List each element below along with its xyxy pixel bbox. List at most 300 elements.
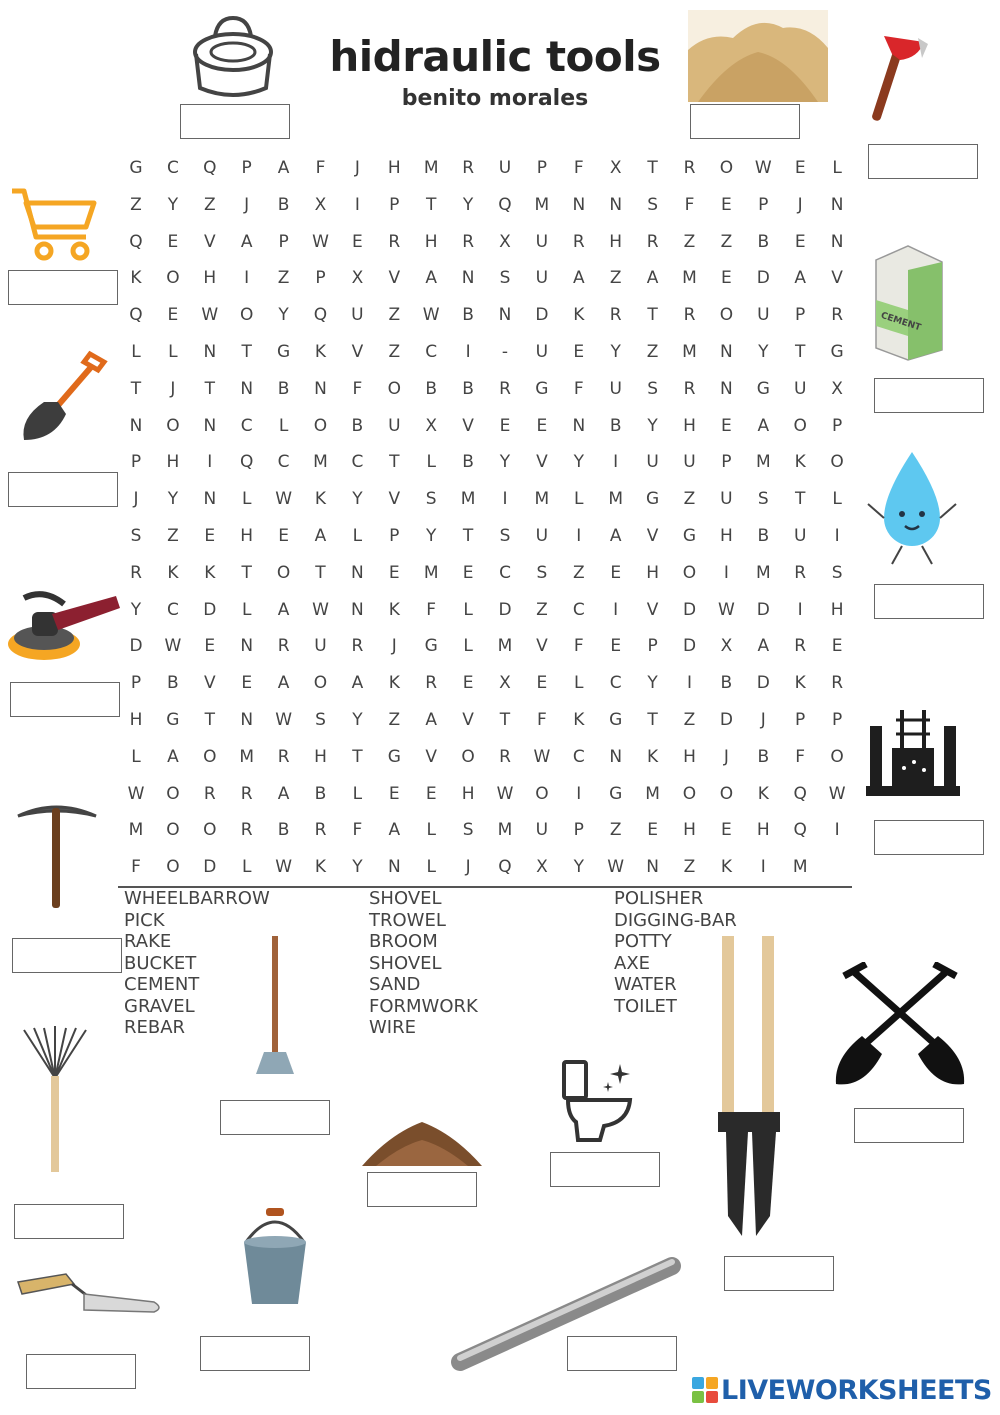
grid-letter[interactable]: N	[240, 636, 254, 657]
grid-letter[interactable]: E	[721, 194, 732, 215]
grid-letter[interactable]: E	[204, 526, 216, 546]
grid-letter[interactable]: P	[795, 710, 806, 730]
grid-letter[interactable]: T	[389, 452, 400, 473]
grid-letter[interactable]: H	[683, 820, 696, 841]
grid-letter[interactable]: M	[608, 489, 624, 510]
grid-letter[interactable]: Y	[573, 857, 584, 878]
grid-letter[interactable]: N	[830, 231, 844, 252]
grid-letter[interactable]: V	[646, 599, 659, 620]
grid-letter[interactable]: M	[239, 746, 255, 767]
grid-letter[interactable]: X	[831, 378, 843, 399]
grid-letter[interactable]: M	[755, 562, 771, 583]
grid-letter[interactable]: Q	[498, 857, 512, 878]
grid-letter[interactable]: D	[756, 599, 770, 620]
grid-letter[interactable]: U	[609, 378, 622, 399]
grid-letter[interactable]: P	[573, 820, 584, 841]
grid-letter[interactable]: B	[462, 378, 474, 399]
grid-letter[interactable]: H	[424, 231, 438, 252]
grid-letter[interactable]: I	[613, 599, 619, 620]
grid-letter[interactable]: M	[534, 194, 550, 215]
grid-letter[interactable]: P	[721, 452, 732, 473]
grid-letter[interactable]: T	[315, 562, 326, 583]
grid-letter[interactable]: J	[354, 158, 360, 178]
grid-letter[interactable]: J	[723, 746, 729, 767]
grid-letter[interactable]: X	[425, 415, 438, 436]
answer-input-toilet[interactable]	[550, 1152, 660, 1187]
grid-letter[interactable]: V	[536, 452, 548, 473]
grid-letter[interactable]: X	[314, 194, 327, 215]
grid-letter[interactable]: L	[832, 489, 842, 510]
grid-letter[interactable]: Y	[499, 452, 511, 473]
grid-letter[interactable]: M	[460, 489, 476, 510]
grid-letter[interactable]: S	[647, 378, 658, 399]
grid-letter[interactable]: U	[498, 158, 512, 178]
grid-letter[interactable]: Q	[793, 820, 807, 841]
grid-letter[interactable]: Y	[610, 342, 621, 362]
grid-letter[interactable]: A	[240, 231, 253, 252]
grid-letter[interactable]: G	[129, 158, 143, 178]
grid-letter[interactable]: F	[131, 857, 141, 878]
answer-input-shovels[interactable]	[854, 1108, 964, 1143]
grid-letter[interactable]: L	[131, 342, 141, 362]
grid-letter[interactable]: H	[461, 783, 475, 804]
grid-letter[interactable]: L	[463, 599, 473, 620]
grid-letter[interactable]: S	[536, 562, 548, 583]
grid-letter[interactable]: N	[609, 746, 623, 767]
answer-input-formwork[interactable]	[874, 820, 984, 855]
grid-letter[interactable]: A	[425, 710, 437, 730]
answer-input-pick[interactable]	[12, 938, 122, 973]
grid-letter[interactable]: M	[313, 452, 328, 473]
grid-letter[interactable]: H	[719, 526, 733, 546]
grid-letter[interactable]: R	[425, 673, 438, 694]
grid-letter[interactable]: D	[719, 710, 733, 730]
grid-letter[interactable]: G	[682, 526, 697, 546]
grid-letter[interactable]: Z	[130, 194, 142, 215]
grid-letter[interactable]: A	[277, 783, 290, 804]
grid-letter[interactable]: E	[462, 562, 474, 583]
grid-letter[interactable]: G	[387, 746, 401, 767]
grid-letter[interactable]: E	[167, 231, 179, 252]
grid-letter[interactable]: N	[351, 599, 364, 620]
grid-letter[interactable]: O	[830, 746, 844, 767]
grid-letter[interactable]: Y	[278, 305, 289, 326]
grid-letter[interactable]: F	[684, 194, 695, 215]
grid-letter[interactable]: L	[574, 489, 584, 510]
grid-letter[interactable]: R	[240, 783, 253, 804]
grid-letter[interactable]: D	[756, 268, 770, 289]
grid-letter[interactable]: X	[609, 158, 622, 178]
grid-letter[interactable]: M	[497, 636, 513, 657]
grid-letter[interactable]: O	[166, 783, 180, 804]
grid-letter[interactable]: E	[647, 820, 658, 841]
grid-letter[interactable]: P	[130, 673, 142, 694]
grid-letter[interactable]: M	[128, 820, 144, 841]
grid-letter[interactable]: Z	[609, 268, 622, 289]
grid-letter[interactable]: A	[167, 746, 179, 767]
grid-letter[interactable]: E	[425, 783, 437, 804]
grid-letter[interactable]: U	[683, 452, 696, 473]
grid-letter[interactable]: B	[609, 415, 622, 436]
grid-letter[interactable]: E	[241, 673, 253, 694]
grid-letter[interactable]: N	[646, 857, 659, 878]
grid-letter[interactable]: N	[461, 268, 475, 289]
grid-letter[interactable]: U	[314, 636, 327, 657]
grid-letter[interactable]: A	[757, 636, 770, 657]
grid-letter[interactable]: E	[167, 305, 179, 326]
grid-letter[interactable]: P	[315, 268, 326, 289]
grid-letter[interactable]: C	[572, 746, 585, 767]
grid-letter[interactable]: E	[794, 231, 806, 252]
grid-letter[interactable]: N	[203, 415, 217, 436]
grid-letter[interactable]: K	[794, 673, 806, 694]
grid-letter[interactable]: K	[647, 746, 659, 767]
grid-letter[interactable]: L	[463, 636, 473, 657]
answer-input-rake[interactable]	[14, 1204, 124, 1239]
grid-letter[interactable]: Z	[683, 489, 696, 510]
grid-letter[interactable]: S	[499, 268, 511, 289]
grid-letter[interactable]: R	[314, 820, 327, 841]
grid-letter[interactable]: G	[424, 636, 438, 657]
grid-letter[interactable]: L	[241, 599, 252, 620]
grid-letter[interactable]: B	[757, 526, 770, 546]
grid-letter[interactable]: O	[719, 158, 734, 178]
grid-letter[interactable]: M	[792, 857, 808, 878]
grid-letter[interactable]: P	[831, 710, 843, 730]
grid-letter[interactable]: O	[166, 820, 180, 841]
grid-letter[interactable]: R	[203, 783, 216, 804]
grid-letter[interactable]: A	[314, 526, 327, 546]
grid-letter[interactable]: F	[426, 599, 437, 620]
grid-letter[interactable]: R	[609, 305, 622, 326]
grid-letter[interactable]: Z	[277, 268, 290, 289]
grid-letter[interactable]: Q	[129, 305, 143, 326]
grid-letter[interactable]: K	[757, 783, 769, 804]
grid-letter[interactable]: K	[204, 562, 216, 583]
grid-letter[interactable]: B	[277, 820, 290, 841]
grid-letter[interactable]: V	[425, 746, 437, 767]
grid-letter[interactable]: J	[391, 636, 397, 657]
grid-letter[interactable]: M	[534, 489, 550, 510]
grid-letter[interactable]: L	[574, 673, 584, 694]
grid-letter[interactable]: P	[831, 415, 843, 436]
grid-letter[interactable]: M	[682, 268, 697, 289]
grid-letter[interactable]: -	[501, 342, 509, 362]
grid-letter[interactable]: Y	[758, 342, 769, 362]
grid-letter[interactable]: Z	[388, 305, 401, 326]
grid-letter[interactable]: R	[277, 746, 290, 767]
grid-letter[interactable]: W	[127, 783, 145, 804]
grid-letter[interactable]: Y	[573, 452, 584, 473]
grid-letter[interactable]: F	[573, 158, 584, 178]
grid-letter[interactable]: Y	[167, 489, 179, 510]
grid-letter[interactable]: S	[757, 489, 769, 510]
grid-letter[interactable]: J	[797, 194, 803, 215]
grid-letter[interactable]: U	[646, 452, 659, 473]
grid-letter[interactable]: K	[314, 342, 327, 362]
grid-letter[interactable]: I	[834, 820, 840, 841]
grid-letter[interactable]: R	[130, 562, 142, 583]
grid-letter[interactable]: H	[646, 562, 659, 583]
grid-letter[interactable]: G	[609, 710, 623, 730]
answer-input-trowel[interactable]	[26, 1354, 136, 1389]
grid-letter[interactable]: A	[277, 158, 290, 178]
grid-letter[interactable]: H	[203, 268, 217, 289]
grid-letter[interactable]: Z	[646, 342, 659, 362]
grid-letter[interactable]: E	[721, 268, 732, 289]
grid-letter[interactable]: S	[130, 526, 142, 546]
grid-letter[interactable]: Z	[683, 710, 696, 730]
grid-letter[interactable]: G	[609, 783, 623, 804]
grid-letter[interactable]: D	[498, 599, 512, 620]
grid-letter[interactable]: E	[536, 415, 548, 436]
grid-letter[interactable]: Y	[167, 194, 179, 215]
grid-letter[interactable]: M	[423, 562, 439, 583]
grid-letter[interactable]: R	[831, 305, 843, 326]
grid-letter[interactable]: O	[203, 746, 217, 767]
grid-letter[interactable]: M	[645, 783, 660, 804]
grid-letter[interactable]: R	[794, 562, 807, 583]
grid-letter[interactable]: S	[499, 526, 511, 546]
grid-letter[interactable]: Q	[498, 194, 512, 215]
grid-letter[interactable]: O	[461, 746, 475, 767]
grid-letter[interactable]: H	[166, 452, 180, 473]
grid-letter[interactable]: W	[533, 746, 551, 767]
grid-letter[interactable]: N	[387, 857, 401, 878]
grid-letter[interactable]: V	[388, 489, 401, 510]
grid-letter[interactable]: V	[203, 673, 216, 694]
grid-letter[interactable]: K	[388, 599, 400, 620]
answer-input-bucket[interactable]	[200, 1336, 310, 1371]
grid-letter[interactable]: R	[683, 305, 696, 326]
grid-letter[interactable]: R	[240, 820, 253, 841]
grid-letter[interactable]: J	[760, 710, 766, 730]
grid-letter[interactable]: W	[422, 305, 440, 326]
grid-letter[interactable]: A	[388, 820, 401, 841]
grid-letter[interactable]: G	[277, 342, 291, 362]
grid-letter[interactable]: S	[462, 820, 474, 841]
answer-input-broom[interactable]	[220, 1100, 330, 1135]
grid-letter[interactable]: B	[425, 378, 438, 399]
grid-letter[interactable]: O	[166, 857, 180, 878]
grid-letter[interactable]: H	[683, 415, 696, 436]
grid-letter[interactable]: P	[795, 305, 806, 326]
grid-letter[interactable]: F	[352, 378, 363, 399]
grid-letter[interactable]: U	[757, 305, 770, 326]
grid-letter[interactable]: O	[682, 562, 697, 583]
answer-input-sand[interactable]	[690, 104, 800, 139]
grid-letter[interactable]: C	[351, 452, 364, 473]
grid-letter[interactable]: D	[535, 305, 549, 326]
grid-letter[interactable]: O	[830, 452, 844, 473]
grid-letter[interactable]: Q	[313, 305, 328, 326]
grid-letter[interactable]: E	[721, 415, 732, 436]
grid-letter[interactable]: I	[686, 673, 692, 694]
grid-letter[interactable]: I	[723, 562, 729, 583]
grid-letter[interactable]: R	[499, 746, 511, 767]
grid-letter[interactable]: W	[164, 636, 182, 657]
grid-letter[interactable]: B	[462, 452, 474, 473]
grid-letter[interactable]: X	[351, 268, 364, 289]
grid-letter[interactable]: M	[682, 342, 697, 362]
grid-letter[interactable]: E	[352, 231, 363, 252]
grid-letter[interactable]: O	[313, 673, 328, 694]
grid-letter[interactable]: F	[573, 378, 584, 399]
grid-letter[interactable]: N	[720, 378, 733, 399]
grid-letter[interactable]: K	[794, 452, 806, 473]
grid-letter[interactable]: K	[573, 710, 585, 730]
grid-letter[interactable]: B	[462, 305, 474, 326]
grid-letter[interactable]: G	[535, 378, 549, 399]
grid-letter[interactable]: U	[388, 415, 401, 436]
grid-letter[interactable]: C	[572, 599, 585, 620]
grid-letter[interactable]: K	[130, 268, 142, 289]
grid-letter[interactable]: Z	[203, 194, 216, 215]
grid-letter[interactable]: V	[388, 268, 401, 289]
grid-letter[interactable]: D	[203, 857, 217, 878]
grid-letter[interactable]: D	[682, 636, 697, 657]
grid-letter[interactable]: C	[277, 452, 290, 473]
grid-letter[interactable]: X	[499, 231, 511, 252]
grid-letter[interactable]: B	[757, 231, 770, 252]
grid-letter[interactable]: F	[795, 746, 806, 767]
grid-letter[interactable]: B	[351, 415, 364, 436]
grid-letter[interactable]: K	[167, 562, 179, 583]
grid-letter[interactable]: E	[204, 636, 216, 657]
grid-letter[interactable]: A	[425, 268, 437, 289]
answer-input-water[interactable]	[874, 584, 984, 619]
grid-letter[interactable]: Q	[793, 783, 807, 804]
grid-letter[interactable]: I	[465, 342, 471, 362]
grid-letter[interactable]: T	[130, 378, 142, 399]
grid-letter[interactable]: V	[536, 636, 548, 657]
grid-letter[interactable]: W	[754, 158, 772, 178]
grid-letter[interactable]: M	[497, 820, 513, 841]
grid-letter[interactable]: Y	[462, 194, 474, 215]
grid-letter[interactable]: Z	[720, 231, 733, 252]
grid-letter[interactable]: U	[535, 526, 549, 546]
grid-letter[interactable]: H	[609, 231, 623, 252]
grid-letter[interactable]: W	[275, 710, 292, 730]
grid-letter[interactable]: C	[166, 599, 179, 620]
grid-letter[interactable]: T	[204, 378, 215, 399]
grid-letter[interactable]: S	[831, 562, 843, 583]
grid-letter[interactable]: C	[240, 415, 253, 436]
grid-letter[interactable]: J	[133, 489, 139, 510]
grid-letter[interactable]: Y	[352, 857, 363, 878]
grid-letter[interactable]: D	[129, 636, 143, 657]
grid-letter[interactable]: T	[352, 746, 363, 767]
grid-letter[interactable]: W	[312, 599, 329, 620]
grid-letter[interactable]: P	[389, 194, 400, 215]
grid-letter[interactable]: T	[499, 710, 511, 730]
grid-letter[interactable]: R	[831, 673, 843, 694]
grid-letter[interactable]: G	[166, 710, 180, 730]
grid-letter[interactable]: H	[314, 746, 327, 767]
grid-letter[interactable]: L	[426, 452, 436, 473]
grid-letter[interactable]: N	[572, 415, 586, 436]
grid-letter[interactable]: Y	[647, 673, 658, 694]
grid-letter[interactable]: R	[388, 231, 401, 252]
grid-letter[interactable]: E	[499, 415, 511, 436]
grid-letter[interactable]: E	[536, 673, 548, 694]
grid-letter[interactable]: A	[757, 415, 770, 436]
grid-letter[interactable]: Z	[536, 599, 548, 620]
grid-letter[interactable]: B	[277, 378, 290, 399]
grid-letter[interactable]: V	[462, 710, 474, 730]
grid-letter[interactable]: S	[315, 710, 326, 730]
grid-letter[interactable]: I	[576, 526, 582, 546]
grid-letter[interactable]: T	[647, 305, 658, 326]
grid-letter[interactable]: L	[241, 857, 252, 878]
grid-letter[interactable]: R	[351, 636, 364, 657]
grid-letter[interactable]: O	[239, 305, 254, 326]
grid-letter[interactable]: P	[758, 194, 769, 215]
grid-letter[interactable]: E	[831, 636, 843, 657]
grid-letter[interactable]: Z	[388, 342, 401, 362]
grid-letter[interactable]: V	[351, 342, 364, 362]
grid-letter[interactable]: O	[682, 783, 697, 804]
grid-letter[interactable]: R	[462, 158, 474, 178]
answer-input-cement[interactable]	[874, 378, 984, 413]
grid-letter[interactable]: F	[537, 710, 547, 730]
grid-letter[interactable]: M	[423, 158, 439, 178]
answer-input-polisher[interactable]	[10, 682, 120, 717]
grid-letter[interactable]: P	[241, 158, 252, 178]
grid-letter[interactable]: N	[203, 489, 217, 510]
grid-letter[interactable]: O	[387, 378, 401, 399]
grid-letter[interactable]: W	[275, 489, 292, 510]
grid-letter[interactable]: N	[609, 194, 623, 215]
grid-letter[interactable]: Z	[167, 526, 179, 546]
grid-letter[interactable]: J	[170, 378, 176, 399]
grid-letter[interactable]: X	[720, 636, 733, 657]
grid-letter[interactable]: A	[351, 673, 364, 694]
grid-letter[interactable]: F	[352, 820, 363, 841]
grid-letter[interactable]: Z	[572, 562, 585, 583]
grid-letter[interactable]: T	[425, 194, 437, 215]
grid-letter[interactable]: H	[756, 820, 770, 841]
grid-letter[interactable]: D	[756, 673, 770, 694]
grid-letter[interactable]: Y	[352, 710, 363, 730]
grid-letter[interactable]: R	[462, 231, 474, 252]
grid-letter[interactable]: A	[277, 673, 290, 694]
grid-letter[interactable]: O	[313, 415, 328, 436]
grid-letter[interactable]: U	[793, 378, 807, 399]
grid-letter[interactable]: R	[683, 158, 696, 178]
grid-letter[interactable]: Z	[683, 231, 696, 252]
grid-letter[interactable]: S	[647, 194, 658, 215]
grid-letter[interactable]: E	[462, 673, 474, 694]
answer-input-shovel[interactable]	[8, 472, 118, 507]
answer-input-axe[interactable]	[868, 144, 978, 179]
grid-letter[interactable]: B	[314, 783, 327, 804]
grid-letter[interactable]: P	[647, 636, 658, 657]
grid-letter[interactable]: E	[573, 342, 585, 362]
grid-letter[interactable]: O	[719, 305, 734, 326]
grid-letter[interactable]: C	[499, 562, 511, 583]
grid-letter[interactable]: T	[241, 342, 252, 362]
grid-letter[interactable]: V	[462, 415, 474, 436]
grid-letter[interactable]: P	[389, 526, 400, 546]
grid-letter[interactable]: N	[830, 194, 844, 215]
grid-letter[interactable]: I	[244, 268, 250, 289]
grid-letter[interactable]: Z	[388, 710, 401, 730]
grid-letter[interactable]: U	[535, 231, 549, 252]
grid-letter[interactable]: T	[647, 710, 658, 730]
grid-letter[interactable]: L	[426, 820, 436, 841]
grid-letter[interactable]: K	[388, 673, 400, 694]
